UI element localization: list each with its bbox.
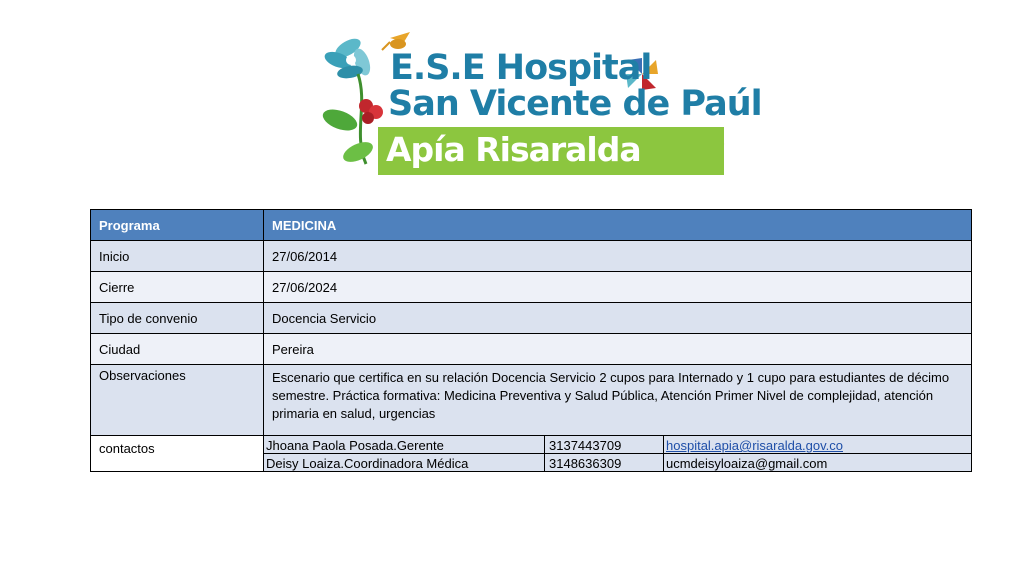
table-row	[91, 303, 972, 334]
logo-title-line2: San Vicente de Paúl	[388, 84, 762, 124]
table-row	[91, 272, 972, 303]
row-value: 27/06/2014	[264, 241, 972, 272]
hospital-logo	[318, 24, 762, 176]
row-value: 27/06/2024	[264, 272, 972, 303]
contact-phone: 3137443709	[545, 436, 664, 454]
contact-row	[264, 454, 971, 472]
row-value: Pereira	[264, 334, 972, 365]
row-label: Cierre	[91, 272, 264, 303]
contact-phone: 3148636309	[545, 454, 664, 472]
row-label: Observaciones	[91, 365, 264, 436]
contact-email-cell	[664, 436, 972, 454]
contact-email-link[interactable]: hospital.apia@risaralda.gov.co	[666, 438, 843, 453]
table-row	[91, 334, 972, 365]
row-value: Escenario que certifica en su relación Docencia Servicio 2 cupos para Internado y 1 cupo para estudiantes de décimo semestre. Práctica formativa: Medicina Preventiva y Salud Pública, Atención Primer Nivel de complejidad, atención primaria en salud, urgencias	[264, 365, 972, 436]
program-info-table	[90, 209, 972, 472]
row-label: Ciudad	[91, 334, 264, 365]
contact-name: Jhoana Paola Posada.Gerente	[264, 436, 545, 454]
table-header-row	[91, 210, 972, 241]
contacts-cell	[264, 436, 972, 472]
row-label: Inicio	[91, 241, 264, 272]
logo-title-line1: E.S.E Hospital	[390, 48, 652, 88]
row-value: Docencia Servicio	[264, 303, 972, 334]
header-value: MEDICINA	[264, 210, 972, 241]
table-row	[91, 241, 972, 272]
table-row-contacts	[91, 436, 972, 472]
contact-email: ucmdeisyloaiza@gmail.com	[664, 454, 972, 472]
logo-title-line3: Apía Risaralda	[386, 130, 641, 169]
contacts-table	[264, 436, 971, 471]
row-label: Tipo de convenio	[91, 303, 264, 334]
table-row-observations	[91, 365, 972, 436]
flower-icon	[322, 35, 373, 80]
contact-name: Deisy Loaiza.Coordinadora Médica	[264, 454, 545, 472]
contacts-label: contactos	[91, 436, 264, 472]
contact-row	[264, 436, 971, 454]
header-label: Programa	[91, 210, 264, 241]
berries-icon	[359, 99, 383, 124]
